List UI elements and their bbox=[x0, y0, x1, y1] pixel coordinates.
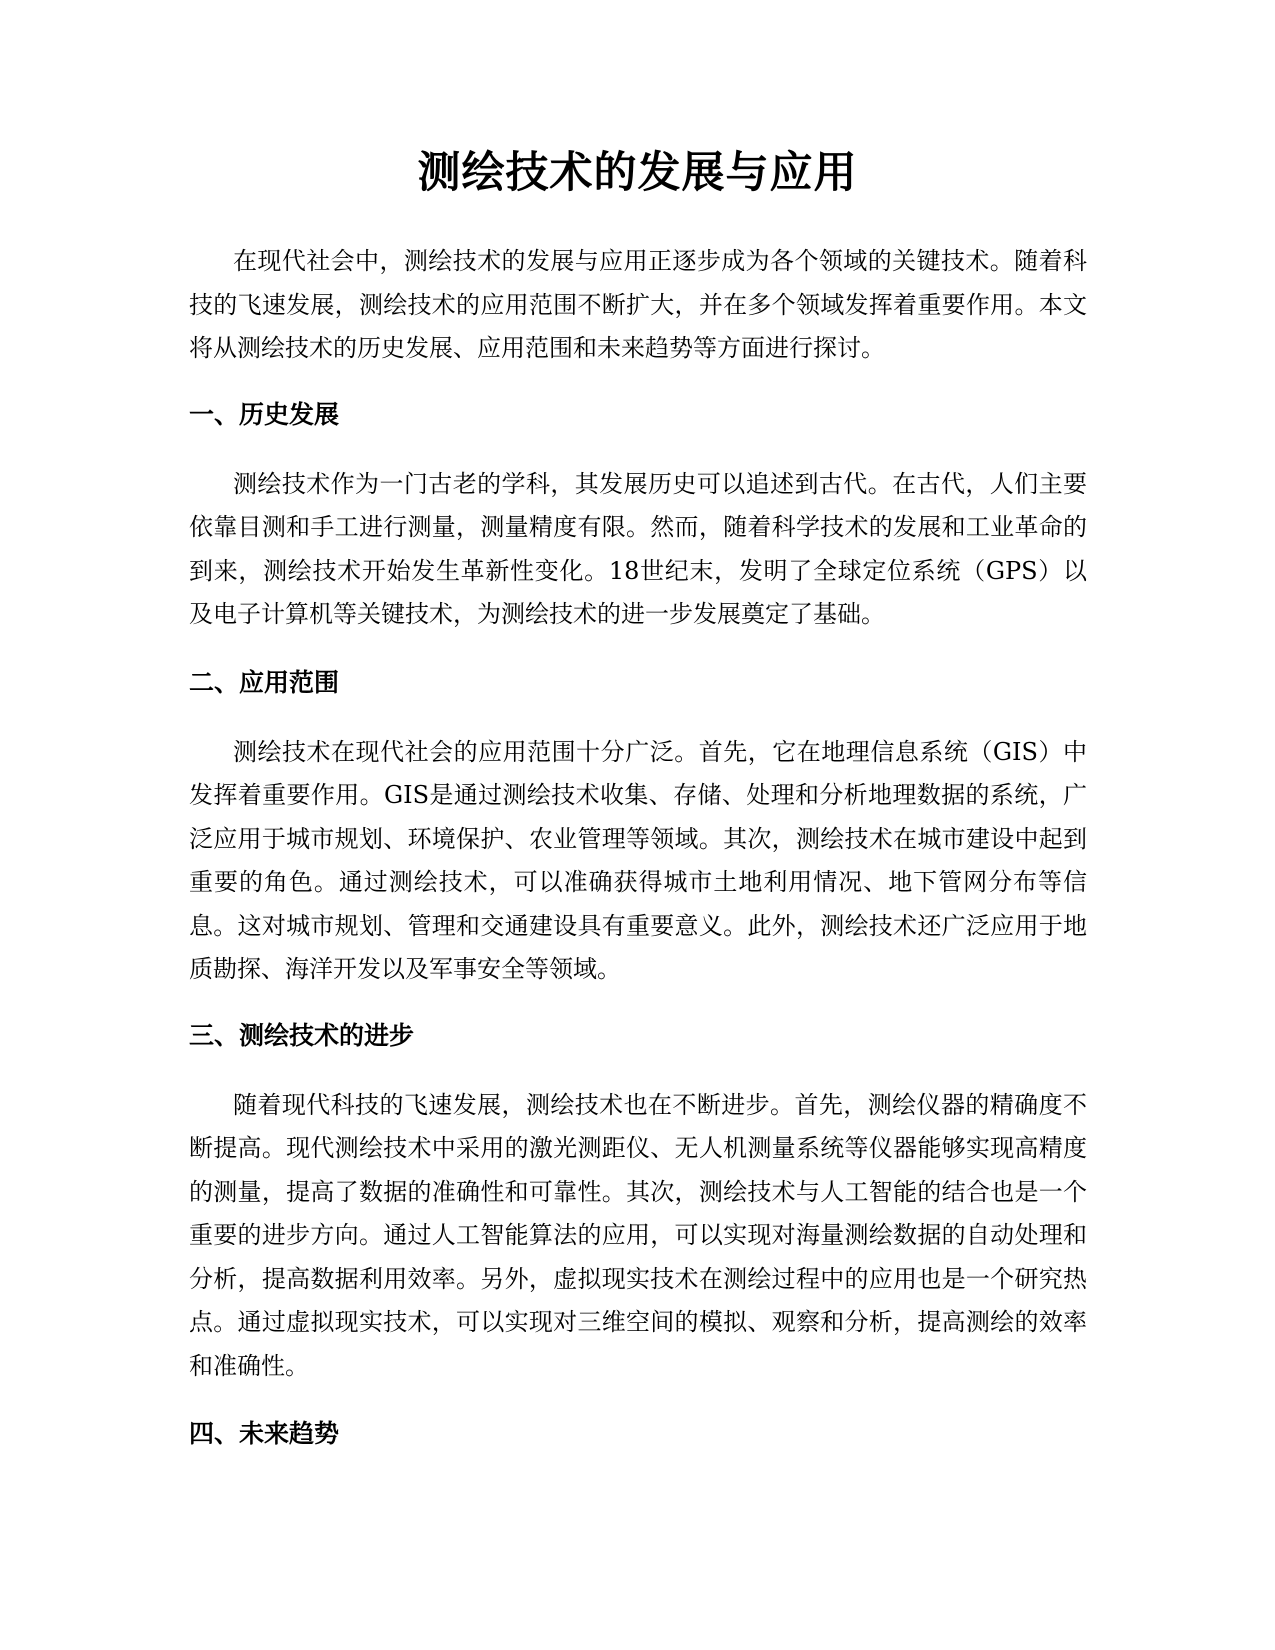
section-heading-history: 一、历史发展 bbox=[189, 399, 340, 429]
document-title: 测绘技术的发展与应用 bbox=[417, 148, 858, 198]
section-heading-future: 四、未来趋势 bbox=[189, 1419, 340, 1448]
document-body bbox=[189, 240, 1087, 1454]
section-heading-applications: 二、应用范围 bbox=[189, 667, 340, 697]
intro-paragraph: 在现代社会中，测绘技术的发展与应用正逐步成为各个领域的关键技术。随着科技的飞速发展，测绘技术的应用范围不断扩大，并在多个领域发挥着重要作用。本文将从测绘技术的历史发展、应用范围和未来趋势等方面进行探讨。 bbox=[189, 247, 1087, 362]
section-paragraph-history: 测绘技术作为一门古老的学科，其发展历史可以追述到古代。在古代，人们主要依靠目测和手工进行测量，测量精度有限。然而，随着科学技术的发展和工业革命的到来，测绘技术开始发生革新性变化。18世纪末，发明了全球定位系统（GPS）以及电子计算机等关键技术，为测绘技术的进一步发展奠定了基础。 bbox=[189, 469, 1087, 628]
section-heading-progress: 三、测绘技术的进步 bbox=[189, 1020, 415, 1050]
section-paragraph-progress: 随着现代科技的飞速发展，测绘技术也在不断进步。首先，测绘仪器的精确度不断提高。现代测绘技术中采用的激光测距仪、无人机测量系统等仪器能够实现高精度的测量，提高了数据的准确性和可靠性。其次，测绘技术与人工智能的结合也是一个重要的进步方向。通过人工智能算法的应用，可以实现对海量测绘数据的自动处理和分析，提高数据利用效率。另外，虚拟现实技术在测绘过程中的应用也是一个研究热点。通过虚拟现实技术，可以实现对三维空间的模拟、观察和分析，提高测绘的效率和准确性。 bbox=[189, 1090, 1087, 1380]
section-paragraph-applications: 测绘技术在现代社会的应用范围十分广泛。首先，它在地理信息系统（GIS）中发挥着重要作用。GIS是通过测绘技术收集、存储、处理和分析地理数据的系统，广泛应用于城市规划、环境保护、农业管理等领域。其次，测绘技术在城市建设中起到重要的角色。通过测绘技术，可以准确获得城市土地利用情况、地下管网分布等信息。这对城市规划、管理和交通建设具有重要意义。此外，测绘技术还广泛应用于地质勘探、海洋开发以及军事安全等领域。 bbox=[189, 737, 1087, 983]
